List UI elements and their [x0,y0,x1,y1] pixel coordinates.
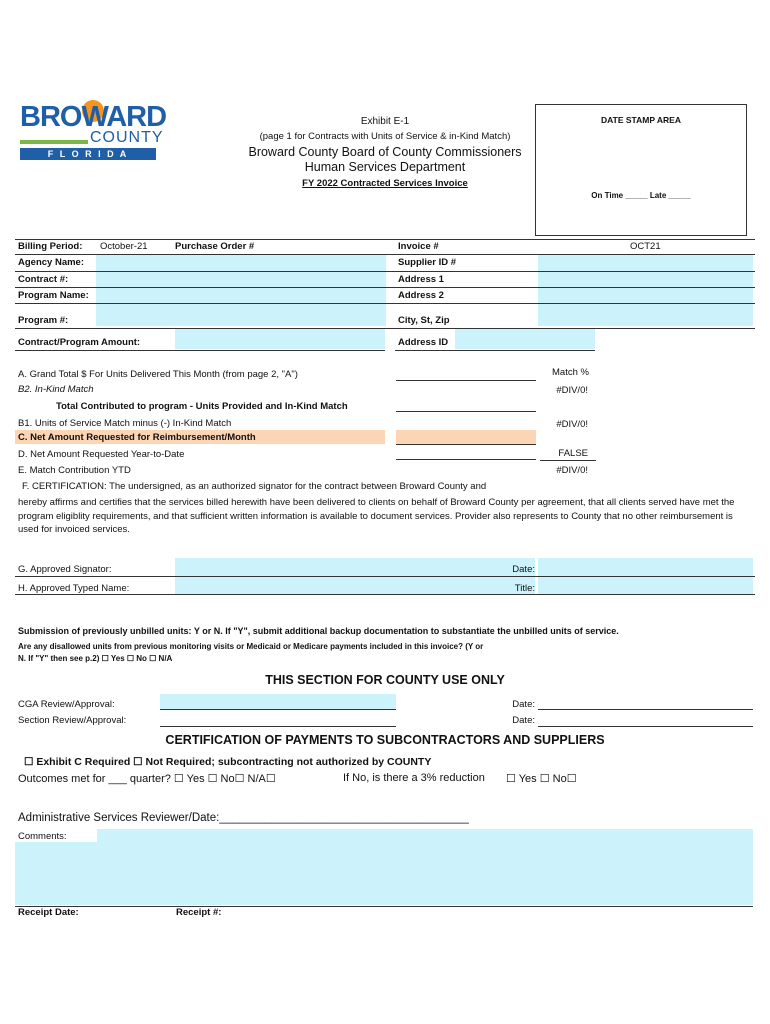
logo-swoosh [20,140,88,144]
exhibit-c-line[interactable]: ☐ Exhibit C Required ☐ Not Required; subcontracting not authorized by COUNTY [24,756,432,768]
stamp-ontime: On Time _____ Late _____ [591,191,691,200]
invoice-value: OCT21 [630,241,661,252]
contract-amount-label: Contract/Program Amount: [18,337,141,348]
line-b2-value: #DIV/0! [556,385,588,396]
county-date2-field[interactable] [538,726,753,727]
broward-logo [20,100,167,162]
approved-signator-label: G. Approved Signator: [18,564,112,575]
line-d-underline [540,460,596,461]
reduction-options[interactable]: ☐ Yes ☐ No☐ [506,773,577,785]
exhibit-label: Exhibit E-1 [360,116,410,127]
sign-title-label: Title: [514,583,535,594]
line-e-value: #DIV/0! [556,465,588,476]
address-id-label: Address ID [398,337,449,348]
org-title: Broward County Board of County Commissioners [248,145,522,159]
section-review-label: Section Review/Approval: [18,715,127,726]
sign-line-2 [15,594,755,595]
section-review-field[interactable] [160,726,396,727]
submission-line2: Are any disallowed units from previous monitoring visits or Medicaid or Medicare payments included in this invoice? (Y or [18,642,484,651]
cga-label: CGA Review/Approval: [18,699,115,710]
po-label: Purchase Order # [175,241,255,252]
line-a-label: A. Grand Total $ For Units Delivered This Month (from page 2, "A") [18,369,298,380]
date-stamp-box [535,104,747,236]
submission-line3: N. If "Y" then see p.2) ☐ Yes ☐ No ☐ N/A [18,654,173,663]
supplier-label: Supplier ID # [398,257,457,268]
program-name-label: Program Name: [18,290,89,301]
comments-field[interactable] [15,829,753,905]
cga-field[interactable] [160,694,396,710]
certification-body: hereby affirms and certifies that the services billed herewith have been delivered to clients on behalf of Broward County per agreement, that all clients served have met the program eligiblity requirements, and that sufficient written information is available to document services. Provider also represents to County that no other reimbursement is used for invoiced services. [18,497,735,535]
address1-label: Address 1 [398,274,444,285]
line-b2-label: B2. In-Kind Match [18,384,94,395]
sign-date-label: Date: [512,564,535,575]
line-e-label: E. Match Contribution YTD [18,465,131,476]
address2-label: Address 2 [398,290,444,301]
certification-title: F. CERTIFICATION: The undersigned, as an authorized signator for the contract between Broward County and [22,481,487,492]
logo-line1: BROWARD [20,101,167,133]
grid-line-3 [15,287,755,288]
supplier-id-field[interactable] [538,255,753,326]
logo-line3: F L O R I D A [20,148,156,160]
exhibit-subtitle: (page 1 for Contracts with Units of Service & in-Kind Match) [259,131,511,142]
line-d-label: D. Net Amount Requested Year-to-Date [18,449,185,460]
agency-name-field[interactable] [96,255,386,309]
program-number-field[interactable] [96,309,386,326]
line-c-value-highlight[interactable] [396,430,536,445]
line-c-label: C. Net Amount Requested for Reimbursement/Month [18,432,256,443]
billing-period-label: Billing Period: [18,241,83,252]
invoice-label: Invoice # [398,241,439,252]
comments-bottom-line [15,906,753,907]
county-date1-label: Date: [512,699,535,710]
total-contributed-label: Total Contributed to program - Units Provided and In-Kind Match [56,401,348,412]
dept-title: Human Services Department [304,160,466,174]
admin-reviewer-line: Administrative Services Reviewer/Date:_______________________________________ [18,812,469,824]
grid-top-line [15,239,755,240]
form-title: FY 2022 Contracted Services Invoice [302,178,468,189]
contract-label: Contract #: [18,274,69,285]
sign-line-1 [15,576,755,577]
grid-line-5 [15,328,755,329]
logo-line2: COUNTY [90,129,164,146]
submission-line1: Submission of previously unbilled units: Y or N. If "Y", submit additional backup documentation to substantiate the unbilled units of service. [18,626,619,636]
billing-period-value: October-21 [100,241,148,252]
program-number-label: Program #: [18,315,69,326]
grid-line-6a [15,350,385,351]
receipt-number-label: Receipt #: [176,907,222,918]
comments-label: Comments: [18,831,67,842]
contract-amount-field[interactable] [175,329,385,349]
county-heading: THIS SECTION FOR COUNTY USE ONLY [265,673,505,687]
reduction-label: If No, is there a 3% reduction [343,772,485,784]
grid-line-6b [395,350,595,351]
grid-line-4 [15,303,755,304]
agency-label: Agency Name: [18,257,84,268]
receipt-date-label: Receipt Date: [18,907,79,918]
line-b1-value: #DIV/0! [556,419,588,430]
grid-line-2 [15,271,755,272]
outcomes-line[interactable]: Outcomes met for ___ quarter? ☐ Yes ☐ No☐ N/A☐ [18,773,276,785]
line-a-field[interactable] [396,380,536,381]
line-d-field[interactable] [396,459,536,460]
approved-name-label: H. Approved Typed Name: [18,583,130,594]
stamp-title: DATE STAMP AREA [601,115,681,125]
county-date1-field[interactable] [538,709,753,710]
city-label: City, St, Zip [398,315,450,326]
address-id-field[interactable] [455,329,595,349]
line-d-value: FALSE [558,448,588,459]
total-field[interactable] [396,411,536,412]
match-pct-label: Match % [552,367,589,378]
cert-heading: CERTIFICATION OF PAYMENTS TO SUBCONTRACTORS AND SUPPLIERS [165,733,605,747]
line-b1-label: B1. Units of Service Match minus (-) In-Kind Match [18,418,232,429]
county-date2-label: Date: [512,715,535,726]
